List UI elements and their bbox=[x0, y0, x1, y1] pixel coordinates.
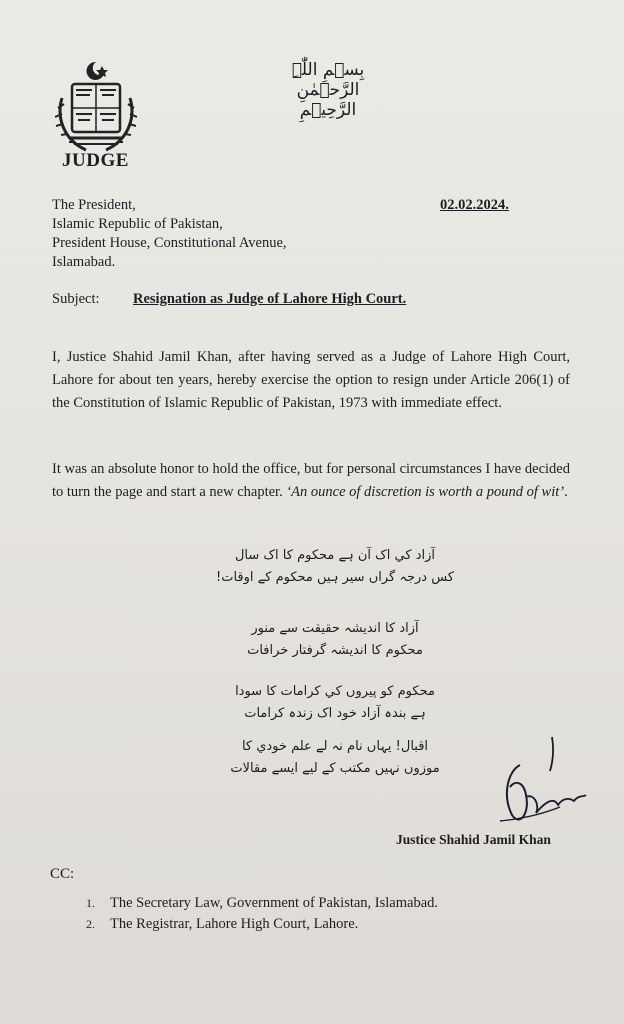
list-number: 1. bbox=[86, 896, 95, 910]
poem-stanza bbox=[190, 545, 480, 589]
list-number: 2. bbox=[86, 917, 95, 931]
poem-line: کس درجہ گراں سير ہيں محکوم کے اوقات! bbox=[216, 570, 454, 585]
poem-line: اقبال! يہاں نام نہ لے علم خودي کا bbox=[241, 739, 429, 754]
bismillah-header: بِسۡمِ اللّٰہِ الرَّحۡمٰنِ الرَّحِیۡمِ bbox=[291, 60, 365, 120]
address-line: The President, bbox=[52, 197, 136, 213]
poem-line: موزوں نہيں مکتب کے ليے ايسے مقالات bbox=[230, 761, 440, 776]
poem-line: ہے بندہ آزاد خود اک زندہ کرامات bbox=[244, 706, 426, 721]
address-line: Islamic Republic of Pakistan, bbox=[52, 216, 223, 232]
letter-date: 02.02.2024. bbox=[440, 197, 509, 213]
poem-line: آزاد کا انديشہ حقيقت سے منور bbox=[251, 621, 419, 636]
pakistan-state-emblem-icon bbox=[50, 58, 142, 158]
address-line: Islamabad. bbox=[52, 254, 116, 270]
paragraph-text: It was an absolute honor to hold the office, but for personal circumstances I have decided to turn the page and start a new chapter. bbox=[52, 461, 570, 500]
poem-line: محکوم کا انديشہ گرفتار خرافات bbox=[247, 643, 423, 658]
cc-list bbox=[86, 893, 438, 935]
poem-line: آزاد کي اک آن ہے محکوم کا اک سال bbox=[234, 548, 435, 563]
body-paragraph-2 bbox=[52, 458, 570, 504]
list-item bbox=[86, 893, 438, 914]
poem-stanza bbox=[190, 681, 480, 725]
paragraph-end: . bbox=[564, 484, 568, 500]
list-item bbox=[86, 914, 438, 935]
list-text: The Registrar, Lahore High Court, Lahore. bbox=[110, 916, 359, 932]
list-text: The Secretary Law, Government of Pakistan, Islamabad. bbox=[110, 895, 439, 911]
letterhead-title: JUDGE bbox=[62, 150, 129, 171]
signatory-name: Justice Shahid Jamil Khan bbox=[396, 832, 551, 847]
poem-stanza bbox=[190, 736, 480, 780]
body-paragraph-1: I, Justice Shahid Jamil Khan, after having served as a Judge of Lahore High Court, Lahore for about ten years, hereby exercise the option to resign under Article 206(1) of the Constitution of Islamic Republic of Pakistan, 1973 with immediate effect. bbox=[52, 349, 570, 411]
subject-text: Resignation as Judge of Lahore High Court. bbox=[133, 291, 407, 307]
recipient-address bbox=[52, 196, 287, 272]
handwritten-signature-icon bbox=[490, 735, 590, 830]
address-line: President House, Constitutional Avenue, bbox=[52, 235, 287, 251]
poem-line: محکوم کو پيروں کي کرامات کا سودا bbox=[235, 684, 435, 699]
quote-text: ‘An ounce of discretion is worth a pound of wit’ bbox=[286, 484, 565, 500]
poem-stanza bbox=[190, 618, 480, 662]
cc-label: CC: bbox=[50, 866, 75, 882]
subject-label: Subject: bbox=[52, 291, 100, 307]
